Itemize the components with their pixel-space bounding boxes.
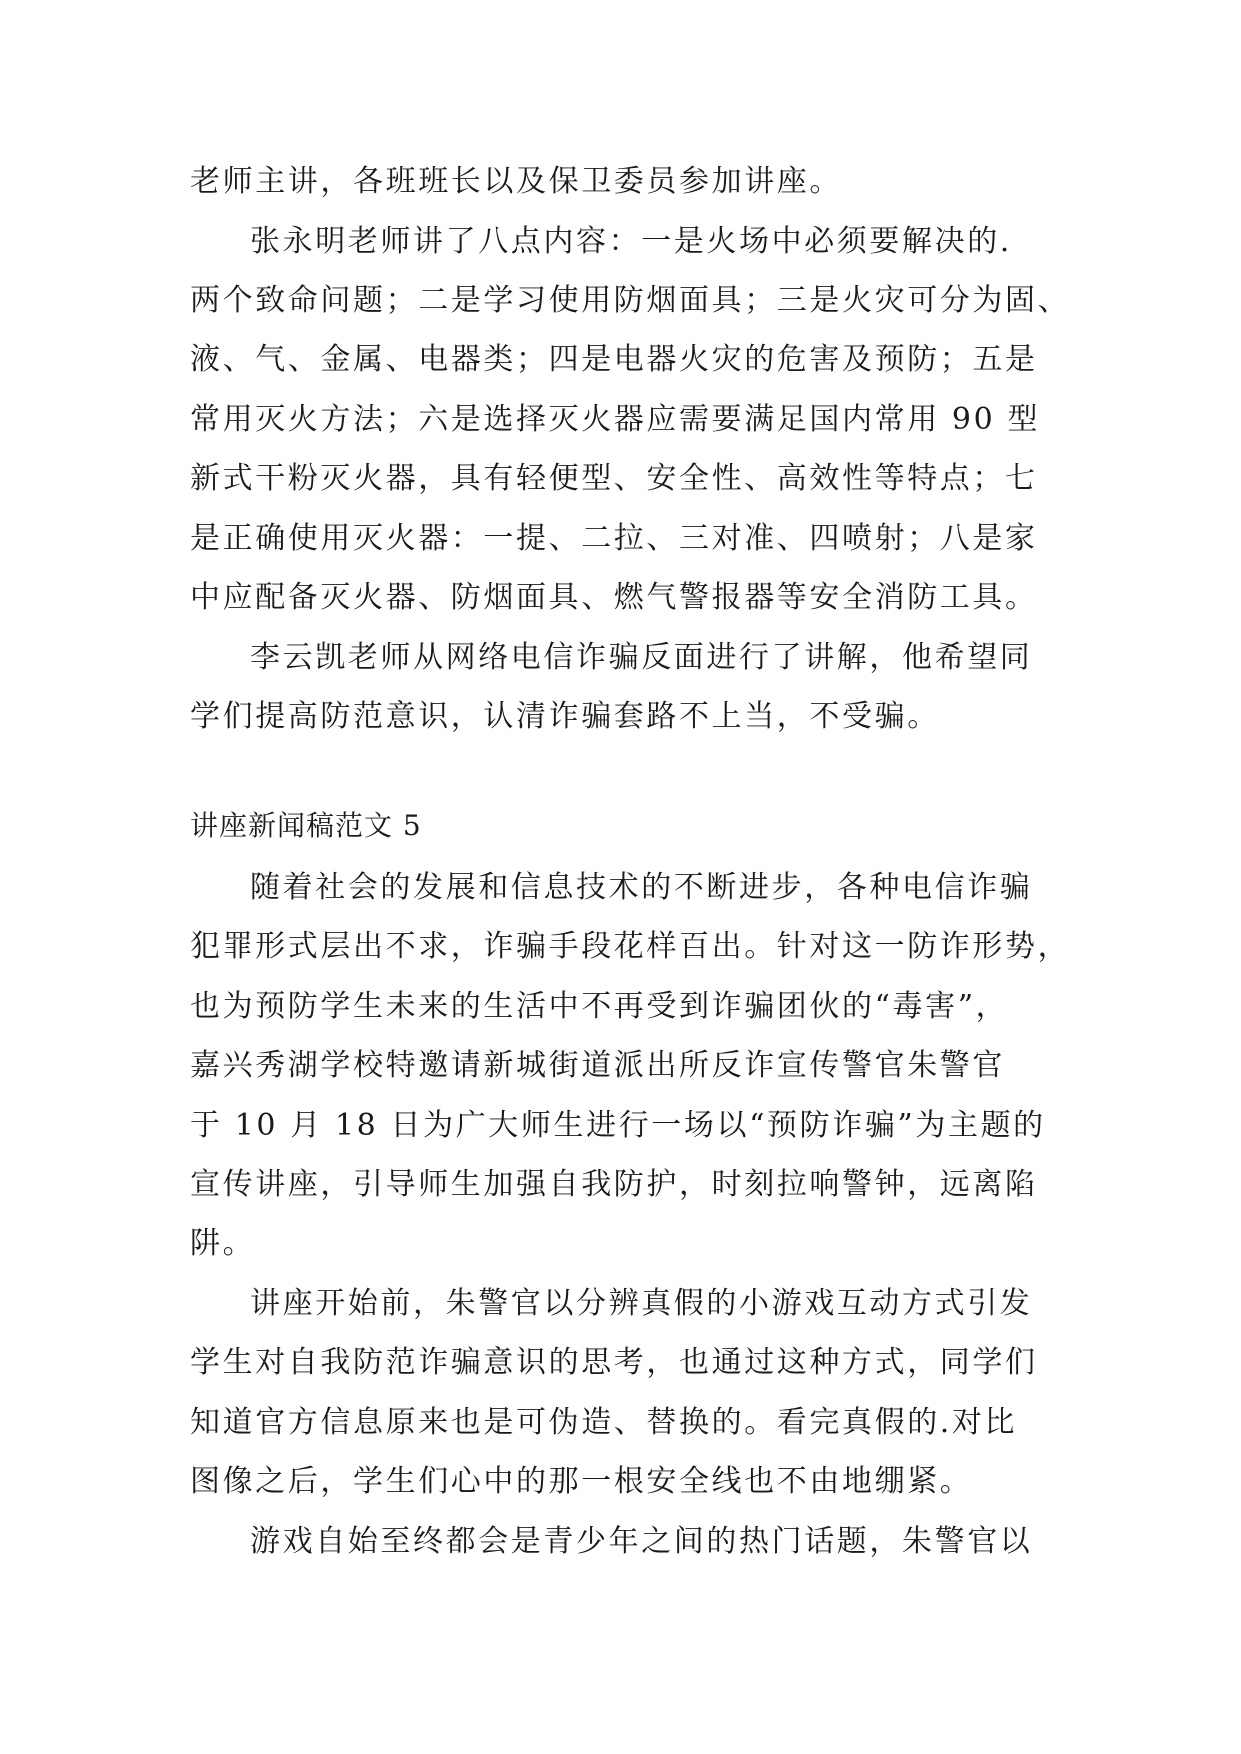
body-text-line: 嘉兴秀湖学校特邀请新城街道派出所反诈宣传警官朱警官 [190, 1048, 1005, 1083]
body-text-line: 中应配备灭火器、防烟面具、燃气警报器等安全消防工具。 [190, 580, 1038, 615]
body-text-line: 也为预防学生未来的生活中不再受到诈骗团伙的“毒害”， [190, 989, 1009, 1024]
body-text-line: 老师主讲，各班班长以及保卫委员参加讲座。 [190, 164, 842, 199]
body-text-line: 知道官方信息原来也是可伪造、替换的。看完真假的.对比 [190, 1405, 1018, 1440]
body-text-line: 常用灭火方法；六是选择灭火器应需要满足国内常用 90 型 [190, 402, 1041, 437]
section-heading: 讲座新闻稿范文 5 [190, 809, 422, 842]
body-text-line: 宣传讲座，引导师生加强自我防护，时刻拉响警钟，远离陷 [190, 1167, 1038, 1202]
body-text-line: 学生对自我防范诈骗意识的思考，也通过这种方式，同学们 [190, 1345, 1038, 1380]
body-text-line: 图像之后，学生们心中的那一根安全线也不由地绷紧。 [190, 1464, 973, 1499]
body-text-line: 学们提高防范意识，认清诈骗套路不上当，不受骗。 [190, 699, 940, 734]
paragraph-first-line: 随着社会的发展和信息技术的不断进步，各种电信诈骗 [250, 870, 1033, 905]
body-text-line: 于 10 月 18 日为广大师生进行一场以“预防诈骗”为主题的 [190, 1108, 1046, 1143]
paragraph-first-line: 张永明老师讲了八点内容：一是火场中必须要解决的. [250, 224, 1012, 259]
body-text-line: 液、气、金属、电器类；四是电器火灾的危害及预防；五是 [190, 342, 1038, 377]
paragraph-first-line: 游戏自始至终都会是青少年之间的热门话题，朱警官以 [250, 1524, 1033, 1559]
body-text-line: 两个致命问题；二是学习使用防烟面具；三是火灾可分为固、 [190, 283, 1071, 318]
paragraph-first-line: 李云凯老师从网络电信诈骗反面进行了讲解，他希望同 [250, 640, 1033, 675]
paragraph-first-line: 讲座开始前，朱警官以分辨真假的小游戏互动方式引发 [250, 1286, 1033, 1321]
body-text-line: 阱。 [190, 1226, 256, 1261]
body-text-line: 犯罪形式层出不求，诈骗手段花样百出。针对这一防诈形势， [190, 929, 1071, 964]
body-text-line: 是正确使用灭火器：一提、二拉、三对准、四喷射；八是家 [190, 521, 1038, 556]
body-text-line: 新式干粉灭火器，具有轻便型、安全性、高效性等特点；七 [190, 461, 1038, 496]
